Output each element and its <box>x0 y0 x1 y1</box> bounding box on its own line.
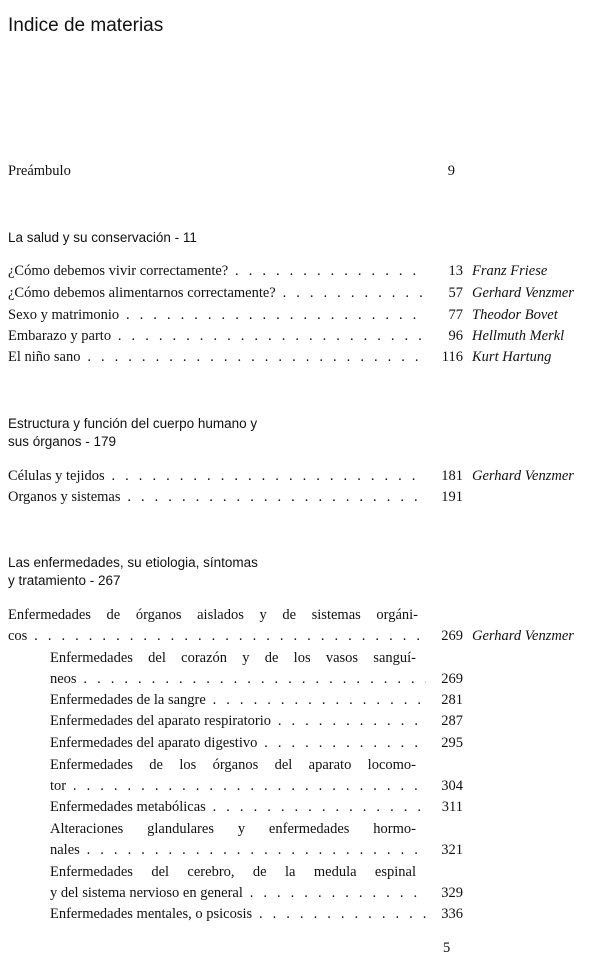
toc-entry-author: Hellmuth Merkl <box>472 328 565 344</box>
toc-subentry-page: 281 <box>441 692 463 708</box>
toc-subentry-page: 304 <box>441 778 463 794</box>
toc-subentry[interactable] <box>8 733 593 754</box>
toc-subentry-label: tor . . . <box>50 776 426 797</box>
toc-subentry-page: 295 <box>441 735 463 751</box>
toc-entry[interactable] <box>8 283 593 304</box>
toc-subentry[interactable] <box>8 840 593 861</box>
toc-entry[interactable] <box>8 466 593 487</box>
preamble-label: Preámbulo <box>8 163 71 179</box>
toc-entry-page: 116 <box>441 349 463 365</box>
page-number: 5 <box>443 940 451 956</box>
toc-subentry-page: 311 <box>441 799 463 815</box>
toc-subentry-label: y del sistema nervioso en general . . . <box>50 883 426 904</box>
toc-entry-page: 269 <box>441 628 463 644</box>
toc-subentry[interactable] <box>8 883 593 904</box>
toc-entry-page: 96 <box>448 328 463 344</box>
toc-subentry-page: 269 <box>441 671 463 687</box>
toc-entry-author: Franz Friese <box>472 263 548 279</box>
toc-entry-label: Sexo y matrimonio . . . <box>8 305 426 326</box>
toc-subentry-page: 329 <box>441 885 463 901</box>
toc-subentry-page: 336 <box>441 906 463 922</box>
toc-entry-page: 13 <box>448 263 463 279</box>
toc-subentry-label: neos . . . <box>50 669 426 690</box>
toc-entry-first-line: Enfermedades de órganos aislados y de sistemas orgáni- <box>8 607 418 623</box>
toc-subentry[interactable] <box>8 669 593 690</box>
toc-subentry-first-line: Alteraciones glandulares y enfermedades hormo- <box>50 821 416 837</box>
toc-subentry[interactable] <box>8 904 593 925</box>
toc-subentry[interactable] <box>8 797 593 818</box>
toc-subentry-label: Enfermedades mentales, o psicosis . . . <box>50 904 426 925</box>
toc-entry[interactable] <box>8 487 593 508</box>
section-heading-health: La salud y su conservación - 11 <box>8 230 197 245</box>
toc-subentry-label: Enfermedades metabólicas . . . <box>50 797 426 818</box>
toc-entry-label: Células y tejidos . . . <box>8 466 426 487</box>
toc-subentry-label: Enfermedades del aparato digestivo . . . <box>50 733 426 754</box>
page-title: Indice de materias <box>8 15 164 36</box>
toc-entry-page: 181 <box>441 468 463 484</box>
toc-entry-label: cos . . . <box>8 626 426 647</box>
toc-entry-author: Kurt Hartung <box>472 349 552 365</box>
toc-entry-author: Gerhard Venzmer <box>472 285 574 301</box>
toc-entry-label: ¿Cómo debemos alimentarnos correctamente? . . . <box>8 283 426 304</box>
toc-entry-author: Gerhard Venzmer <box>472 628 574 644</box>
toc-entry[interactable] <box>8 626 593 647</box>
toc-entry[interactable] <box>8 347 593 368</box>
preamble-page: 9 <box>447 163 455 179</box>
toc-entry-label: Organos y sistemas . . . <box>8 487 426 508</box>
toc-subentry-page: 287 <box>441 713 463 729</box>
toc-subentry-label: Enfermedades de la sangre . . . <box>50 690 426 711</box>
section-heading-diseases-line2: y tratamiento - 267 <box>8 573 121 588</box>
toc-subentry-label: Enfermedades del aparato respiratorio . . . <box>50 711 426 732</box>
toc-entry-label: Embarazo y parto . . . <box>8 326 426 347</box>
toc-entry-page: 77 <box>448 307 463 323</box>
toc-entry-author: Gerhard Venzmer <box>472 468 574 484</box>
toc-subentry[interactable] <box>8 711 593 732</box>
toc-subentry[interactable] <box>8 776 593 797</box>
toc-subentry[interactable] <box>8 690 593 711</box>
toc-subentry-label: nales . . . <box>50 840 426 861</box>
toc-subentry-first-line: Enfermedades de los órganos del aparato locomo- <box>50 757 416 773</box>
section-heading-diseases-line1: Las enfermedades, su etiologia, síntomas <box>8 555 258 570</box>
toc-entry[interactable] <box>8 305 593 326</box>
toc-subentry-page: 321 <box>441 842 463 858</box>
toc-subentry-first-line: Enfermedades del corazón y de los vasos sanguí- <box>50 650 416 666</box>
toc-entry-page: 57 <box>448 285 463 301</box>
toc-entry-label: ¿Cómo debemos vivir correctamente? . . . <box>8 261 426 282</box>
section-heading-structure-line1: Estructura y función del cuerpo humano y <box>8 416 258 431</box>
toc-entry-page: 191 <box>441 489 463 505</box>
toc-entry-author: Theodor Bovet <box>472 307 558 323</box>
toc-entry[interactable] <box>8 261 593 282</box>
toc-entry-label: El niño sano . . . <box>8 347 426 368</box>
toc-subentry-first-line: Enfermedades del cerebro, de la medula espinal <box>50 864 416 880</box>
toc-entry[interactable] <box>8 326 593 347</box>
section-heading-structure-line2: sus órganos - 179 <box>8 434 117 449</box>
